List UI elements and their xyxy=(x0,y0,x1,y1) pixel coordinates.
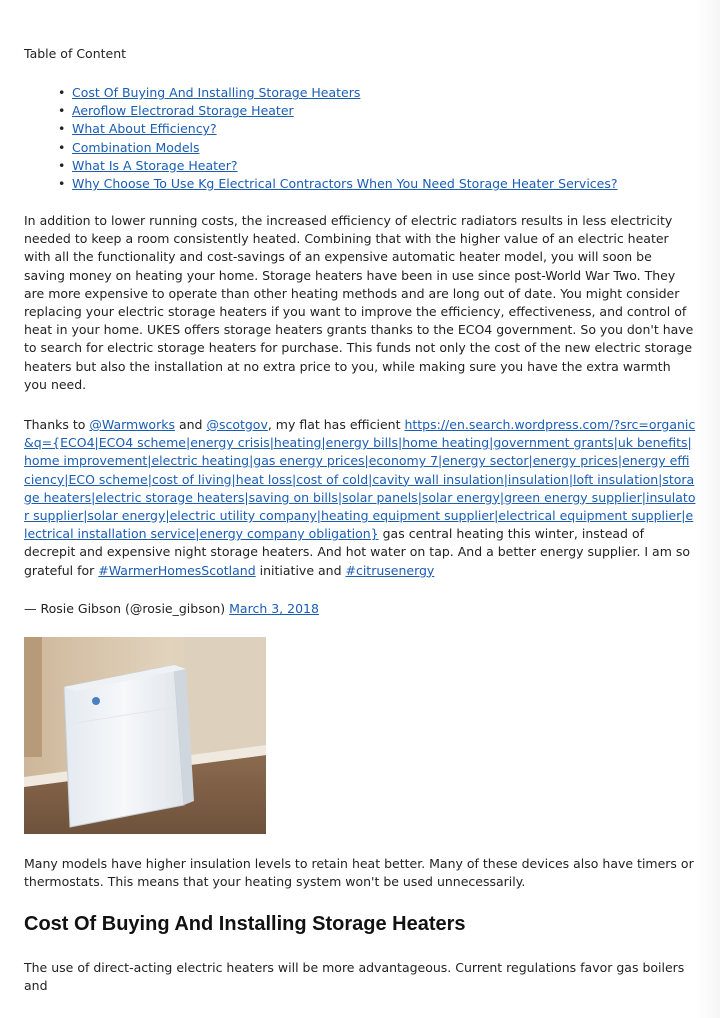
toc-item xyxy=(56,139,618,157)
tweet-attribution xyxy=(24,600,696,618)
table-of-contents xyxy=(56,84,618,193)
tweet-date-link[interactable]: March 3, 2018 xyxy=(229,601,319,616)
toc-item xyxy=(56,175,618,193)
direct-acting-paragraph: The use of direct-acting electric heaters will be more advantageous. Current regulations favor gas boilers and xyxy=(24,960,685,994)
toc-item xyxy=(56,84,618,102)
tweet-text-2: and xyxy=(174,417,207,432)
toc-link-cost-of-buying[interactable]: Cost Of Buying And Installing Storage Heaters xyxy=(72,85,361,100)
toc-link-efficiency[interactable]: What About Efficiency? xyxy=(72,121,217,137)
insulation-paragraph: Many models have higher insulation levels to retain heat better. Many of these devices also have timers or thermostats. This means that your heating system won't be used unnecessarily. xyxy=(24,856,694,890)
intro-paragraph: In addition to lower running costs, the increased efficiency of electric radiators results in less electricity needed to keep a room consistently heated. Combining that with the higher value of an electric heater with all the functionality and cost-savings of an expensive automatic heater model, you will soon be saving money on heating your home. Storage heaters have been in use since post-World War Two. They are more expensive to operate than other heating methods and are long out of date. You might consider replacing your electric storage heaters if you want to improve the efficiency, effectiveness, and control of heat in your home. UKES offers storage heaters grants thanks to the ECO4 government. So you don't have to search for electric storage heaters for purchase. This funds not only the cost of the new electric storage heaters but also the installation at no extra price to you, while making sure you have the extra warmth you need. xyxy=(24,213,694,392)
toc-link-why-choose[interactable]: Why Choose To Use Kg Electrical Contractors When You Need Storage Heater Services? xyxy=(72,175,618,191)
tweet-text-4: gas central heating this winter, instead of decrepit and expensive night storage heaters. And hot water on tap. And a better energy supplier. I am so grateful for xyxy=(24,526,691,578)
tweet-text-5: initiative and xyxy=(255,562,346,578)
toc-link-what-is[interactable]: What Is A Storage Heater? xyxy=(72,157,238,173)
attribution-author: — Rosie Gibson (@rosie_gibson) xyxy=(24,601,230,616)
toc-title: Table of Content xyxy=(24,46,127,61)
toc-link-aeroflow[interactable]: Aeroflow Electrorad Storage Heater xyxy=(72,103,294,119)
right-edge-shade xyxy=(696,0,720,1018)
toc-item xyxy=(56,120,618,138)
storage-heater-photo xyxy=(24,637,266,834)
warmworks-mention-link[interactable]: @Warmworks xyxy=(89,417,175,432)
tweet-text-3: , my flat has efficient xyxy=(267,417,405,432)
toc-item xyxy=(56,157,618,175)
tweet-text-1: Thanks to xyxy=(24,417,90,432)
toc-link-combination-models[interactable]: Combination Models xyxy=(72,139,200,155)
search-query-link[interactable]: https://en.search.wordpress.com/?src=organic&q={ECO4|ECO4 scheme|energy crisis|heating|energy bills|home heating|government grants|uk benefits|home improvement|electric heating|gas energy prices|economy 7|energy sector|energy prices|energy efficiency|ECO scheme|cost of living|heat loss|cost of cold|cavity wall insulation|insulation|loft insulation|storage heaters|electric storage heaters|saving on bills|solar panels|solar energy|green energy supplier|insulator supplier|solar energy|electric utility company|heating equipment supplier|electrical equipment supplier|electrical installation service|energy company obligation} xyxy=(24,417,696,542)
toc-item xyxy=(56,102,618,120)
warmer-homes-hashtag-link[interactable]: #WarmerHomesScotland xyxy=(98,562,256,578)
embedded-tweet-text xyxy=(24,416,696,580)
storage-heater-illustration xyxy=(24,637,266,834)
scotgov-mention-link[interactable]: @scotgov xyxy=(206,417,268,432)
citrusenergy-hashtag-link[interactable]: #citrusenergy xyxy=(345,562,435,578)
section-heading: Cost Of Buying And Installing Storage Heaters xyxy=(24,913,466,935)
